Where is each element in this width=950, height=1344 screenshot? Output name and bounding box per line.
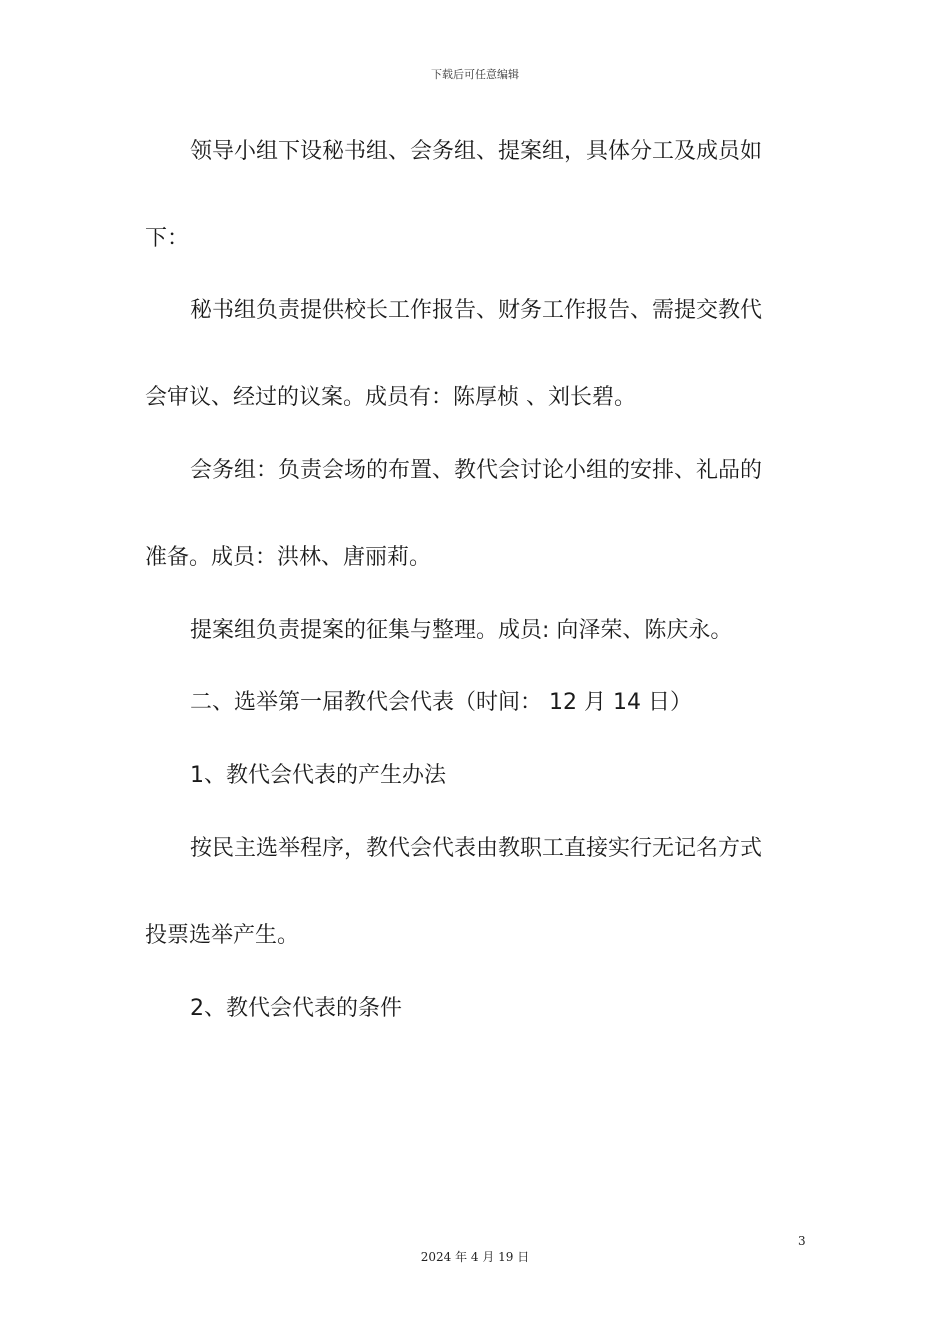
subsection-heading: 1、教代会代表的产生办法 bbox=[190, 763, 446, 788]
paragraph-line: 会务组：负责会场的布置、教代会讨论小组的安排、礼品的 bbox=[190, 458, 763, 483]
page-header: 下载后可任意编辑 bbox=[431, 68, 519, 81]
paragraph-line: 提案组负责提案的征集与整理。成员: 向泽荣、陈庆永。 bbox=[190, 618, 733, 643]
section-heading: 二、选举第一届教代会代表（时间： 12 月 14 日） bbox=[190, 690, 692, 715]
footer-date: 2024 年 4 月 19 日 bbox=[420, 1250, 530, 1264]
paragraph-line: 投票选举产生。 bbox=[145, 923, 300, 948]
paragraph-line: 秘书组负责提供校长工作报告、财务工作报告、需提交教代 bbox=[190, 298, 763, 323]
paragraph-line: 会审议、经过的议案。成员有：陈厚桢 、刘长碧。 bbox=[145, 385, 636, 410]
paragraph-line: 领导小组下设秘书组、会务组、提案组，具体分工及成员如 bbox=[190, 139, 763, 164]
page-number: 3 bbox=[798, 1234, 806, 1248]
paragraph-line: 准备。成员：洪林、唐丽莉。 bbox=[145, 545, 432, 570]
paragraph-line: 下： bbox=[145, 226, 190, 251]
paragraph-line: 按民主选举程序，教代会代表由教职工直接实行无记名方式 bbox=[190, 836, 763, 861]
subsection-heading: 2、教代会代表的条件 bbox=[190, 996, 402, 1021]
